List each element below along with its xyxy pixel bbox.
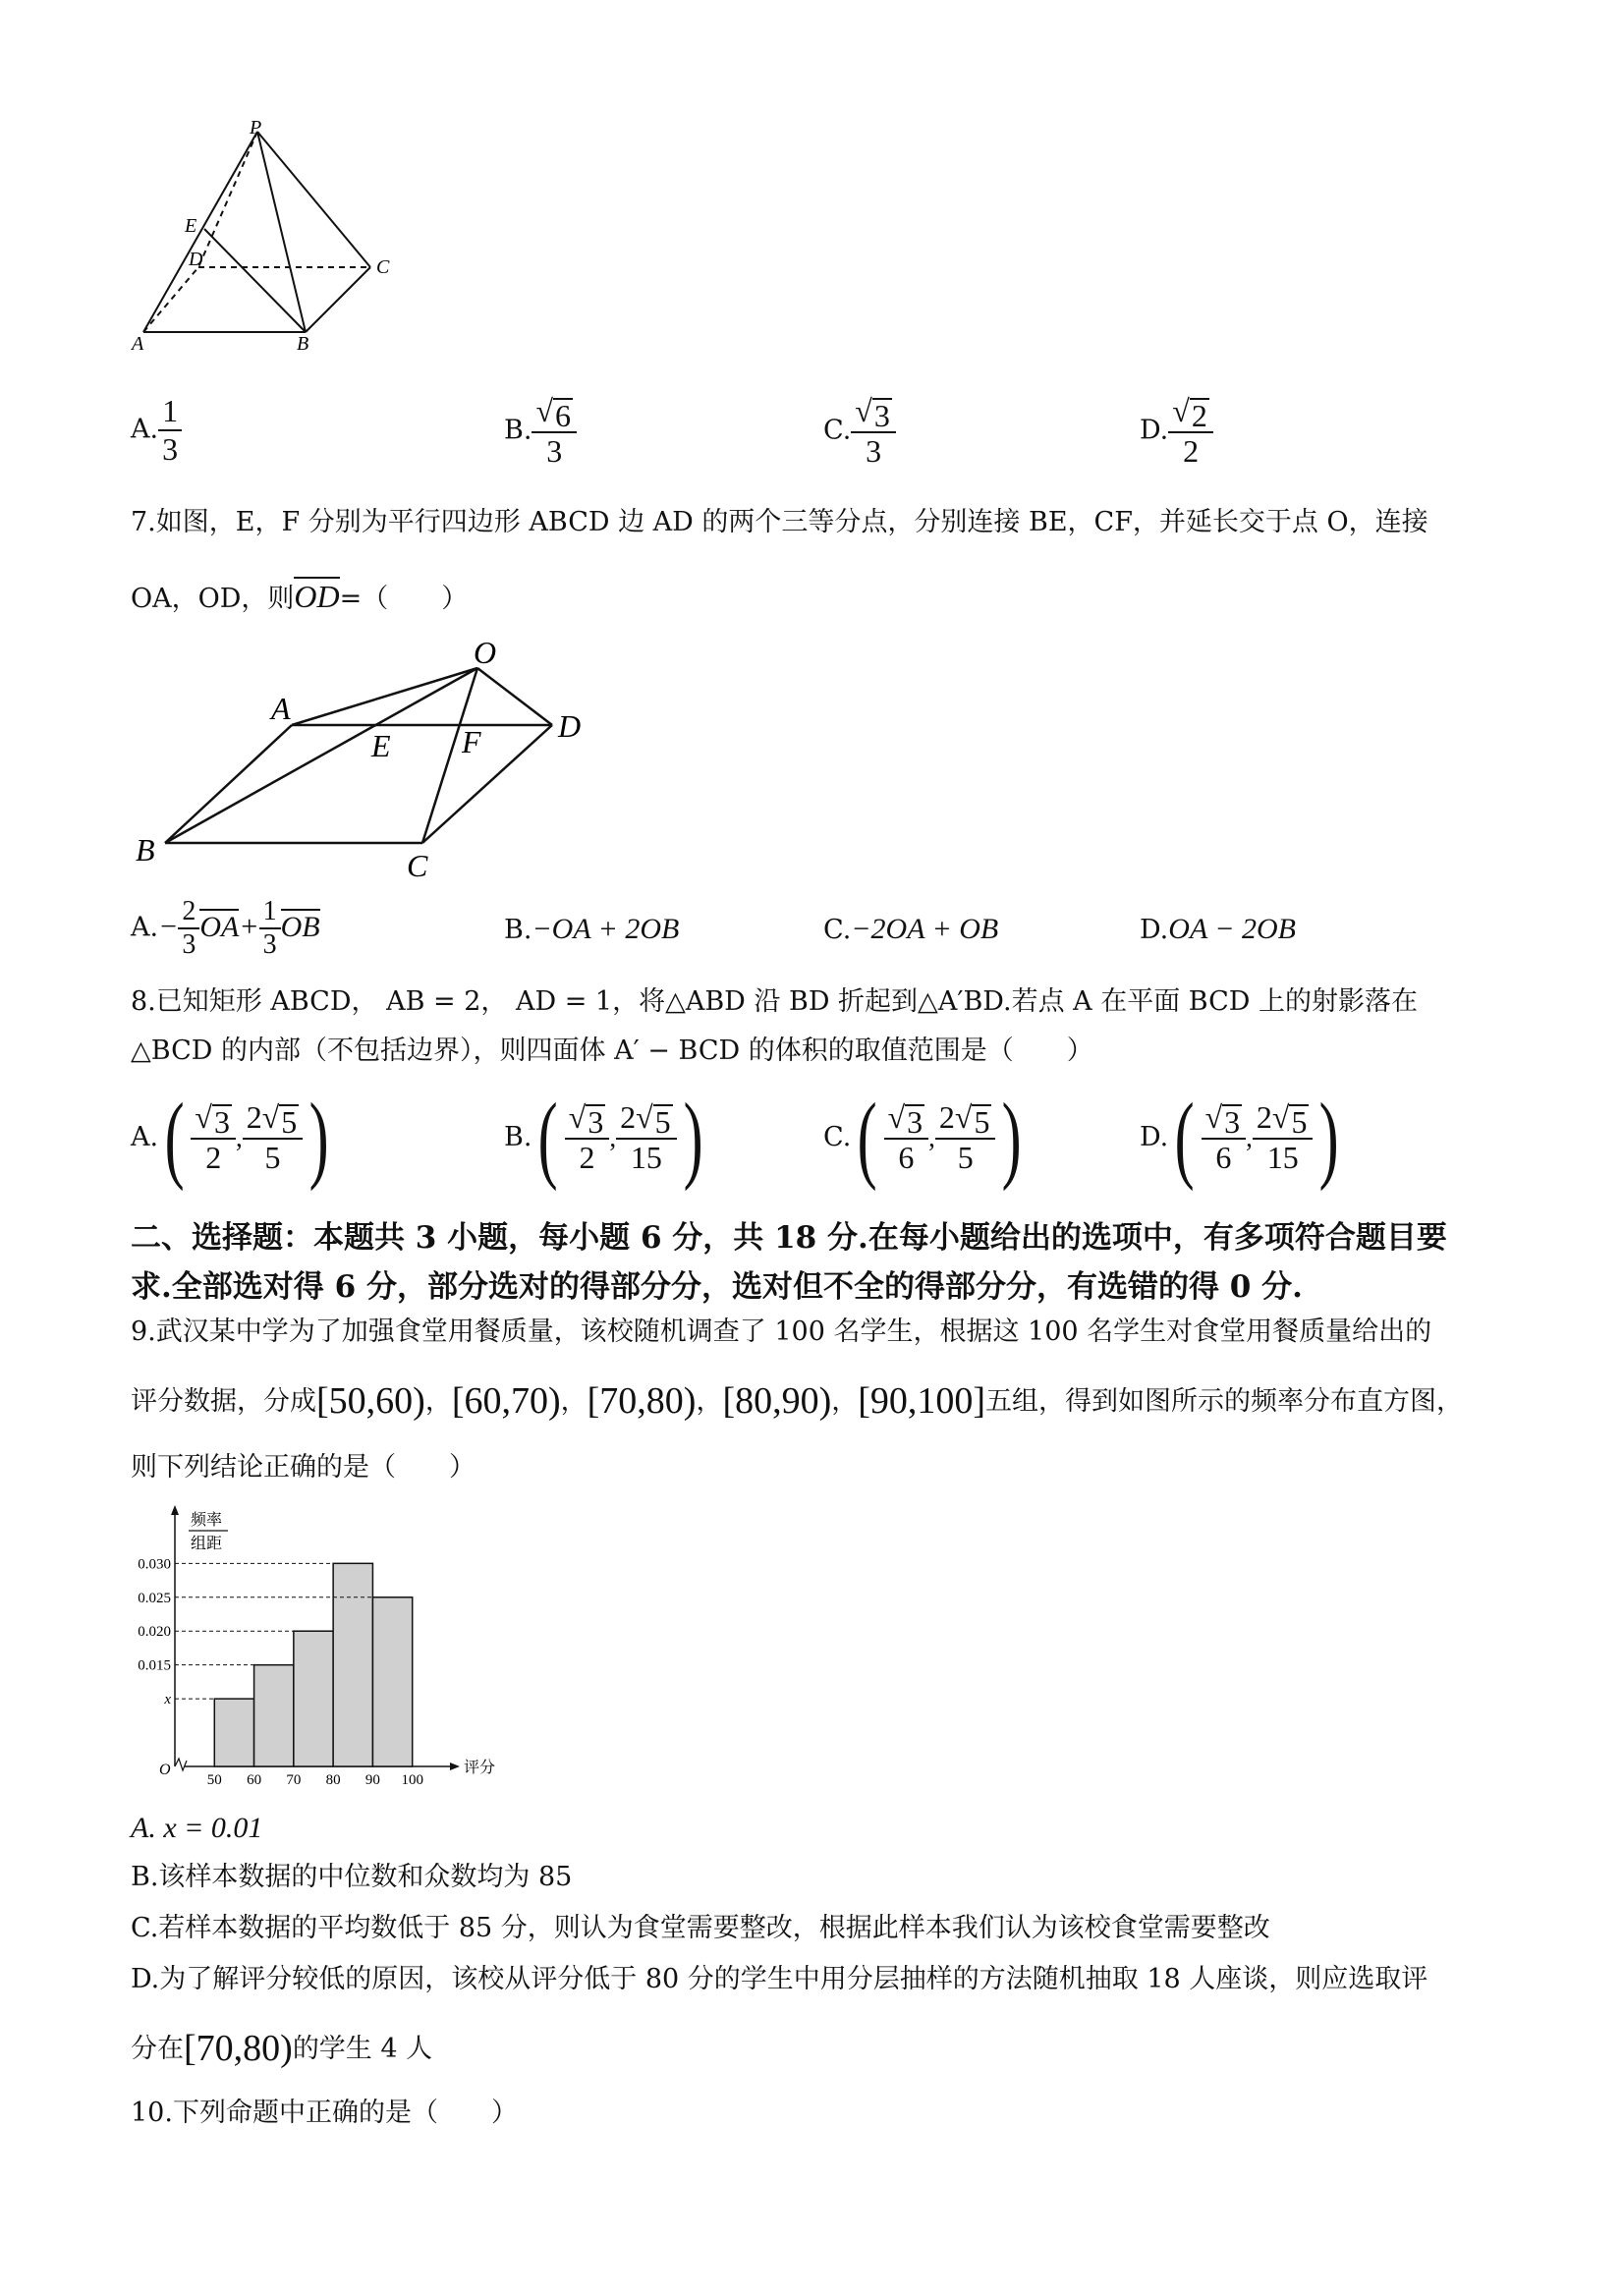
q7-option-c[interactable]: C.−2OA + OB [823,913,999,945]
ylabel-denominator: 组距 [191,1536,223,1552]
q9-option-c[interactable]: C.若样本数据的平均数低于 85 分，则认为食堂需要整改，根据此样本我们认为该校食堂需要整改 [131,1913,1270,1943]
label-P: P [250,118,262,139]
q9-option-b[interactable]: B.该样本数据的中位数和众数均为 85 [131,1862,573,1892]
x-tick-label: 100 [401,1772,423,1788]
histogram-bar [254,1665,294,1766]
q8-option-a[interactable]: A. ( √ 3 2 , 2 √ 5 5 ) [131,1083,329,1192]
q6-option-a[interactable]: A. $\frac{1}{3}$ [131,393,182,468]
interval-2: [60,70) [451,1380,561,1422]
y-tick-label: 0.025 [138,1590,171,1606]
label-O: O [474,635,497,670]
pyramid-figure [128,118,413,359]
label-C: C [407,848,428,883]
y-tick-label: x [164,1692,171,1708]
q8-option-b[interactable]: B. ( √ 3 2 , 2 √ 5 15 ) [504,1083,703,1192]
q9-line2: 评分数据，分成 [50,60) ， [60,70) ， [70,80) ， [80,90) ， [90,100] 五组，得到如图所示的频率分布直方图， [131,1379,1463,1425]
label-D: D [189,249,203,270]
origin-label: O [159,1762,171,1778]
vector-od: OD [294,579,340,614]
q9-line3: 则下列结论正确的是（ ） [131,1452,476,1483]
x-axis-arrow [450,1763,460,1770]
q9-option-a[interactable]: A. x = 0.01 [131,1812,263,1844]
parallelogram-figure [128,629,599,889]
y-tick-label: 0.020 [138,1624,171,1641]
y-tick-label: 0.030 [138,1556,171,1573]
q9-option-d-line2[interactable]: 分在 [70,80) 的学生 4 人 [131,2028,433,2069]
xlabel: 评分 [464,1760,496,1776]
q8-line1: 8.已知矩形 ABCD， AB = 2， AD = 1，将△ABD 沿 BD 折起到△A′BD.若点 A 在平面 BCD 上的射影落在 [131,986,1419,1017]
section2-heading-line2: 求.全部选对得 6 分，部分选对的得部分分，选对但不全的得部分分，有选错的得 0 分. [131,1269,1303,1305]
q8-option-c[interactable]: C. ( √ 3 6 , 2 √ 5 5 ) [823,1083,1023,1192]
label-B: B [136,832,155,868]
label-E: E [371,728,391,763]
label-C: C [376,256,390,278]
q7-option-b[interactable]: B.−OA + 2OB [504,913,680,945]
interval-3: [70,80) [587,1380,697,1422]
q7-option-d[interactable]: D.OA − 2OB [1140,913,1296,945]
q6-option-b[interactable]: B. √ 6 3 [504,393,577,470]
x-tick-label: 90 [364,1772,380,1788]
q10-line1: 10.下列命题中正确的是（ ） [131,2098,518,2128]
x-tick-label: 80 [325,1772,341,1788]
label-B: B [297,333,309,355]
x-tick-label: 60 [247,1772,262,1788]
ylabel-numerator: 频率 [191,1512,223,1529]
q8-option-d[interactable]: D. ( √ 3 6 , 2 √ 5 15 ) [1140,1083,1340,1192]
y-axis-arrow [171,1505,179,1515]
q7-line2: OA，OD，则OD=（ ） [131,579,469,614]
label-A: A [271,691,291,726]
q7-line1: 7.如图，E，F 分别为平行四边形 ABCD 边 AD 的两个三等分点，分别连接 BE，CF，并延长交于点 O，连接 [131,507,1428,537]
q6-option-d[interactable]: D. √ 2 2 [1140,393,1213,470]
histogram-bar [333,1563,372,1766]
histogram-bar [372,1597,412,1766]
frequency-histogram [128,1503,521,1788]
q9-line1: 9.武汉某中学为了加强食堂用餐质量，该校随机调查了 100 名学生，根据这 100 名学生对食堂用餐质量给出的 [131,1316,1432,1347]
q7-option-a[interactable]: A.− $\frac{2}{3}$ OA+ $\frac{1}{3}$ OB [131,896,320,961]
q9-option-d-line1[interactable]: D.为了解评分较低的原因，该校从评分低于 80 分的学生中用分层抽样的方法随机抽取 18 人座谈，则应选取评 [131,1964,1428,1994]
label-A: A [132,333,144,355]
x-tick-label: 50 [206,1772,222,1788]
interval-4: [80,90) [722,1380,832,1422]
y-tick-label: 0.015 [138,1657,171,1674]
histogram-bar [214,1699,253,1766]
histogram-bar [294,1631,333,1766]
q8-line2: △BCD 的内部（不包括边界），则四面体 A′ − BCD 的体积的取值范围是（ ） [131,1036,1093,1066]
interval-5: [90,100] [858,1380,986,1422]
x-tick-label: 70 [286,1772,302,1788]
label-D: D [558,708,582,744]
label-F: F [462,724,481,759]
label-E: E [185,215,197,237]
section2-heading-line1: 二、选择题：本题共 3 小题，每小题 6 分，共 18 分.在每小题给出的选项中，有多项符合题目要 [131,1220,1447,1256]
q6-option-c[interactable]: C. √ 3 3 [823,393,896,470]
interval-1: [50,60) [316,1380,425,1422]
